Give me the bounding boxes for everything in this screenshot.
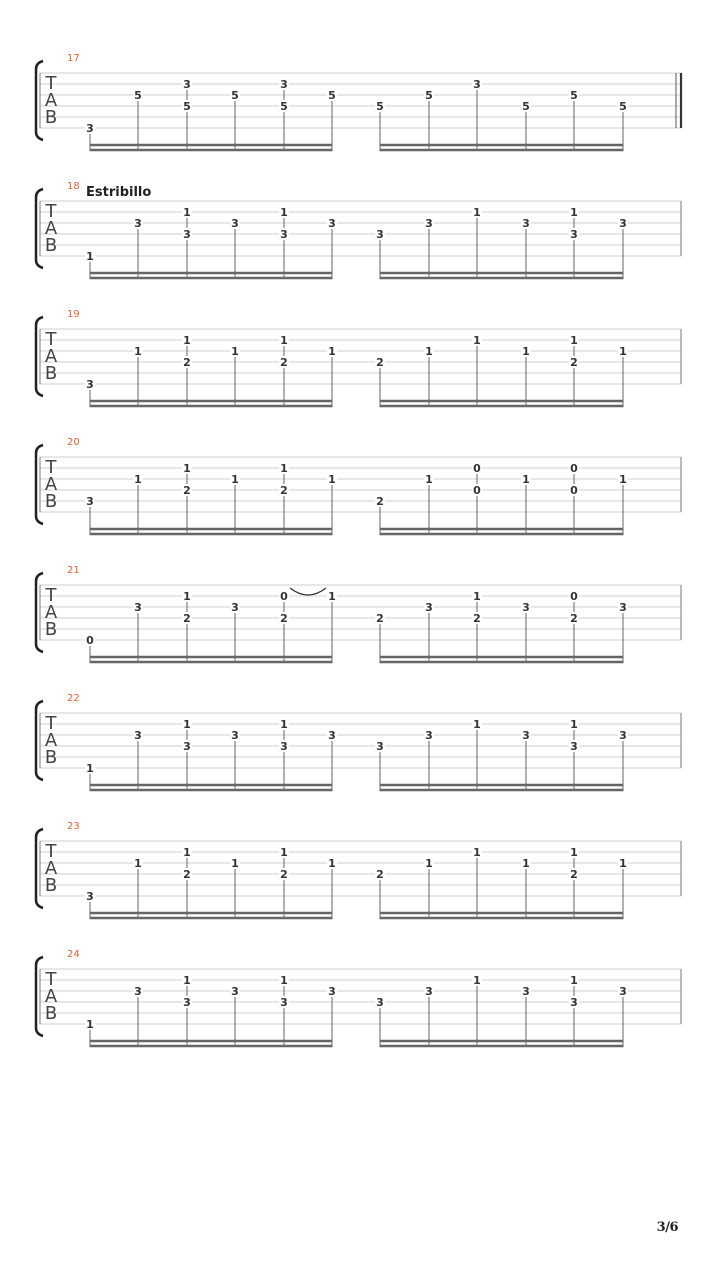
fret-number: 3 (280, 228, 288, 241)
fret-number: 3 (328, 217, 336, 230)
fret-number: 3 (134, 217, 142, 230)
fret-number: 3 (473, 78, 481, 91)
fret-number: 1 (183, 590, 191, 603)
measure-number: 21 (67, 565, 80, 576)
fret-number: 5 (280, 100, 288, 113)
fret-number: 3 (86, 890, 94, 903)
fret-number: 2 (376, 495, 384, 508)
fret-number: 3 (280, 996, 288, 1009)
fret-number: 1 (425, 345, 433, 358)
fret-number: 1 (280, 846, 288, 859)
fret-number: 1 (522, 473, 530, 486)
fret-number: 1 (425, 857, 433, 870)
tab-clef-letter: B (44, 875, 58, 896)
fret-number: 3 (328, 729, 336, 742)
tab-system (36, 53, 681, 151)
measure-number: 18 (67, 181, 80, 192)
tab-clef-letter: B (44, 1003, 58, 1024)
fret-number: 0 (570, 484, 578, 497)
fret-number: 2 (473, 612, 481, 625)
fret-number: 5 (570, 89, 578, 102)
fret-number: 3 (570, 996, 578, 1009)
fret-number: 3 (231, 985, 239, 998)
tab-clef-letter: A (44, 986, 58, 1007)
tab-clef-letter: A (44, 90, 58, 111)
fret-number: 2 (280, 484, 288, 497)
fret-number: 1 (183, 974, 191, 987)
fret-number: 3 (619, 985, 627, 998)
section-label: Estribillo (86, 185, 152, 200)
fret-number: 3 (425, 985, 433, 998)
fret-number: 5 (231, 89, 239, 102)
fret-number: 1 (183, 846, 191, 859)
fret-number: 1 (86, 762, 94, 775)
fret-number: 1 (570, 974, 578, 987)
fret-number: 3 (376, 228, 384, 241)
tab-system (36, 949, 681, 1047)
tab-system (36, 437, 681, 535)
tab-clef-letter: B (44, 747, 58, 768)
fret-number: 1 (473, 334, 481, 347)
fret-number: 3 (328, 985, 336, 998)
tab-clef-letter: B (44, 619, 58, 640)
fret-number: 1 (231, 473, 239, 486)
fret-number: 3 (134, 601, 142, 614)
fret-number: 1 (280, 462, 288, 475)
fret-number: 5 (425, 89, 433, 102)
fret-number: 3 (570, 740, 578, 753)
fret-number: 3 (86, 495, 94, 508)
fret-number: 1 (183, 334, 191, 347)
fret-number: 5 (328, 89, 336, 102)
fret-number: 1 (522, 857, 530, 870)
fret-number: 5 (376, 100, 384, 113)
fret-number: 3 (376, 740, 384, 753)
tab-clef-letter: B (44, 107, 58, 128)
fret-number: 5 (134, 89, 142, 102)
fret-number: 1 (570, 206, 578, 219)
fret-number: 3 (425, 729, 433, 742)
fret-number: 1 (86, 250, 94, 263)
fret-number: 2 (376, 612, 384, 625)
fret-number: 3 (231, 729, 239, 742)
tab-clef-letter: B (44, 235, 58, 256)
fret-number: 2 (183, 484, 191, 497)
tab-clef-letter: T (45, 585, 57, 606)
tab-clef-letter: T (45, 969, 57, 990)
fret-number: 1 (619, 473, 627, 486)
tab-clef-letter: B (44, 363, 58, 384)
tab-clef-letter: T (45, 329, 57, 350)
tab-clef-letter: A (44, 218, 58, 239)
fret-number: 1 (280, 974, 288, 987)
fret-number: 3 (425, 217, 433, 230)
fret-number: 2 (280, 612, 288, 625)
fret-number: 1 (473, 206, 481, 219)
fret-number: 1 (473, 590, 481, 603)
fret-number: 3 (231, 217, 239, 230)
fret-number: 3 (522, 217, 530, 230)
fret-number: 3 (231, 601, 239, 614)
measure-number: 23 (67, 821, 80, 832)
fret-number: 1 (280, 718, 288, 731)
tab-system (36, 565, 681, 663)
fret-number: 3 (86, 122, 94, 135)
fret-number: 3 (280, 740, 288, 753)
fret-number: 1 (183, 718, 191, 731)
measure-number: 20 (67, 437, 80, 448)
fret-number: 1 (183, 206, 191, 219)
tab-clef-letter: A (44, 858, 58, 879)
tab-system (36, 821, 681, 919)
tab-clef-letter: A (44, 346, 58, 367)
fret-number: 1 (522, 345, 530, 358)
fret-number: 5 (522, 100, 530, 113)
tab-clef-letter: A (44, 602, 58, 623)
fret-number: 0 (473, 462, 481, 475)
fret-number: 3 (522, 985, 530, 998)
fret-number: 1 (280, 334, 288, 347)
fret-number: 3 (570, 228, 578, 241)
tab-clef-letter: T (45, 201, 57, 222)
fret-number: 1 (473, 974, 481, 987)
fret-number: 0 (570, 590, 578, 603)
fret-number: 3 (425, 601, 433, 614)
measure-number: 24 (67, 949, 80, 960)
fret-number: 1 (280, 206, 288, 219)
fret-number: 0 (570, 462, 578, 475)
fret-number: 5 (619, 100, 627, 113)
fret-number: 2 (280, 868, 288, 881)
fret-number: 1 (473, 846, 481, 859)
fret-number: 1 (328, 590, 336, 603)
tab-clef-letter: T (45, 457, 57, 478)
measure-number: 19 (67, 309, 80, 320)
fret-number: 1 (328, 473, 336, 486)
fret-number: 3 (86, 378, 94, 391)
fret-number: 3 (376, 996, 384, 1009)
tab-clef-letter: T (45, 841, 57, 862)
fret-number: 1 (570, 334, 578, 347)
fret-number: 3 (183, 996, 191, 1009)
fret-number: 3 (183, 228, 191, 241)
fret-number: 1 (619, 345, 627, 358)
fret-number: 3 (619, 729, 627, 742)
fret-number: 3 (183, 740, 191, 753)
fret-number: 3 (183, 78, 191, 91)
fret-number: 2 (570, 356, 578, 369)
fret-number: 1 (134, 857, 142, 870)
fret-number: 2 (570, 612, 578, 625)
fret-number: 2 (280, 356, 288, 369)
fret-number: 2 (376, 356, 384, 369)
tab-clef-letter: T (45, 713, 57, 734)
fret-number: 3 (619, 217, 627, 230)
tab-clef-letter: A (44, 730, 58, 751)
measure-number: 17 (67, 53, 80, 64)
fret-number: 5 (183, 100, 191, 113)
measure-number: 22 (67, 693, 80, 704)
fret-number: 2 (183, 356, 191, 369)
fret-number: 1 (231, 345, 239, 358)
tie-arc (290, 588, 326, 595)
fret-number: 1 (86, 1018, 94, 1031)
fret-number: 2 (570, 868, 578, 881)
tab-clef-letter: B (44, 491, 58, 512)
fret-number: 1 (134, 473, 142, 486)
fret-number: 3 (134, 729, 142, 742)
fret-number: 0 (280, 590, 288, 603)
fret-number: 1 (134, 345, 142, 358)
fret-number: 3 (280, 78, 288, 91)
fret-number: 2 (183, 612, 191, 625)
page-number: 3/6 (656, 1220, 678, 1235)
fret-number: 1 (425, 473, 433, 486)
fret-number: 0 (86, 634, 94, 647)
tab-system (36, 309, 681, 407)
fret-number: 1 (619, 857, 627, 870)
fret-number: 1 (183, 462, 191, 475)
fret-number: 2 (376, 868, 384, 881)
fret-number: 3 (522, 601, 530, 614)
tab-clef-letter: T (45, 73, 57, 94)
tab-clef-letter: A (44, 474, 58, 495)
fret-number: 3 (522, 729, 530, 742)
fret-number: 1 (328, 857, 336, 870)
fret-number: 3 (619, 601, 627, 614)
fret-number: 1 (231, 857, 239, 870)
tab-system (36, 693, 681, 791)
fret-number: 0 (473, 484, 481, 497)
fret-number: 1 (328, 345, 336, 358)
fret-number: 1 (570, 846, 578, 859)
fret-number: 3 (134, 985, 142, 998)
fret-number: 2 (183, 868, 191, 881)
fret-number: 1 (570, 718, 578, 731)
fret-number: 1 (473, 718, 481, 731)
